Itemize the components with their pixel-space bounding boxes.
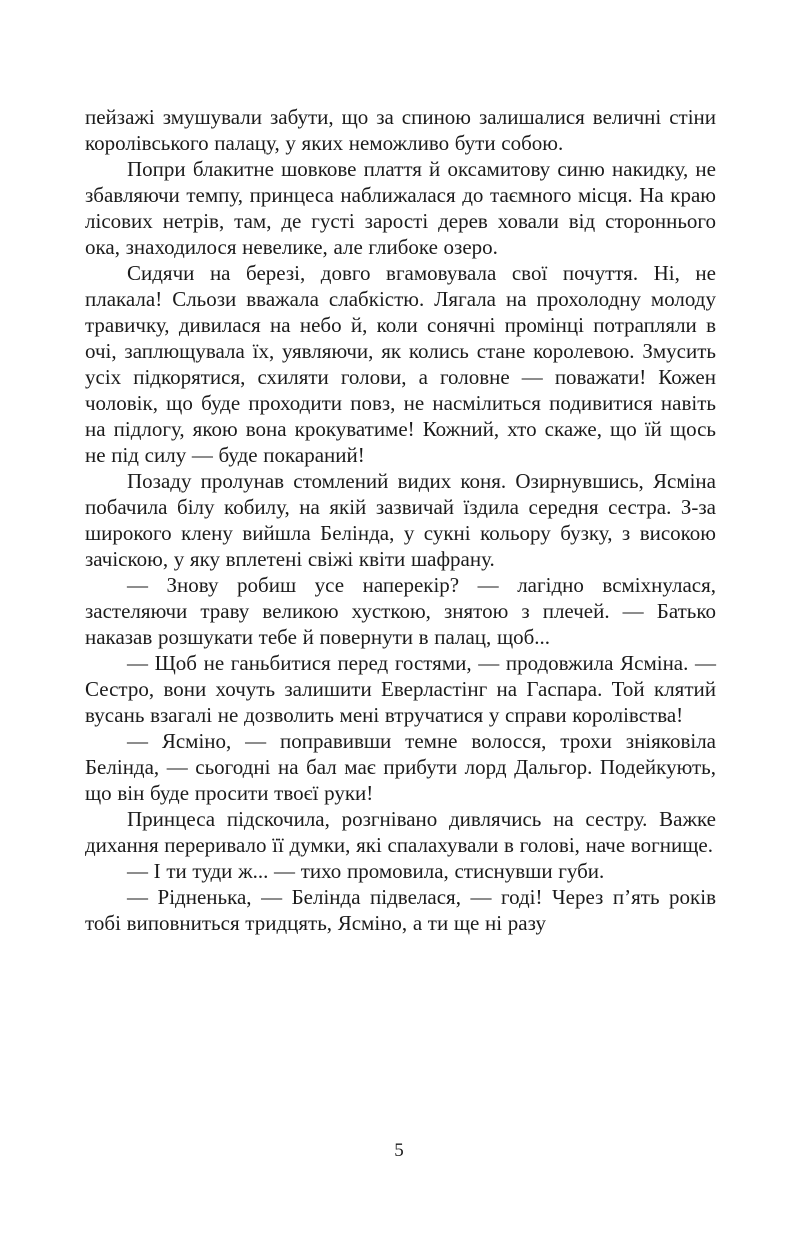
paragraph: — Щоб не ганьбитися перед гостями, — продовжила Ясміна. — Сестро, вони хочуть залишити Еверластінг на Гаспара. Той клятий вусань взагалі не дозволить мені втручатися у справи королівства! [85, 651, 716, 727]
paragraph: — Знову робиш усе наперекір? — лагідно всміхнулася, застеляючи траву великою хусткою, знятою з плечей. — Батько наказав розшукати тебе й повернути в палац, щоб... [85, 573, 716, 649]
paragraph: Принцеса підскочила, розгнівано дивлячись на сестру. Важке дихання переривало її думки, які спалахували в голові, наче вогнище. [85, 807, 716, 857]
paragraph: Позаду пролунав стомлений видих коня. Озирнувшись, Ясміна побачила білу кобилу, на якій зазвичай їздила середня сестра. З-за широкого клену вийшла Белінда, у сукні кольору бузку, з високою зачіскою, у яку вплетені свіжі квіти шафрану. [85, 469, 716, 571]
paragraph: — Рідненька, — Белінда підвелася, — годі! Через п’ять років тобі виповниться тридцять, Ясміно, а ти ще ні разу [85, 885, 716, 935]
paragraph: — Ясміно, — поправивши темне волосся, трохи зніяковіла Белінда, — сьогодні на бал має прибути лорд Дальгор. Подейкують, що він буде просити твоєї руки! [85, 729, 716, 805]
body-text [85, 104, 716, 936]
paragraph: Попри блакитне шовкове плаття й оксамитову синю накидку, не збавляючи темпу, принцеса наближалася до таємного місця. На краю лісових нетрів, там, де густі зарості дерев ховали від стороннього ока, знаходилося невелике, але глибоке озеро. [85, 157, 716, 259]
paragraph: пейзажі змушували забути, що за спиною залишалися величні стіни королівського палацу, у яких неможливо бути собою. [85, 105, 716, 155]
page-number: 5 [394, 1140, 404, 1161]
paragraph: Сидячи на березі, довго вгамовувала свої почуття. Ні, не плакала! Сльози вважала слабкістю. Лягала на прохолодну молоду травичку, дивилася на небо й, коли сонячні промінці потрапляли в очі, заплющувала їх, уявляючи, як колись стане королевою. Змусить усіх підкорятися, схиляти голови, а головне — поважати! Кожен чоловік, що буде проходити повз, не насмілиться подивитися навіть на підлогу, якою вона крокуватиме! Кожний, хто скаже, що їй щось не під силу — буде покараний! [85, 261, 716, 467]
paragraph: — І ти туди ж... — тихо промовила, стиснувши губи. [127, 859, 605, 883]
